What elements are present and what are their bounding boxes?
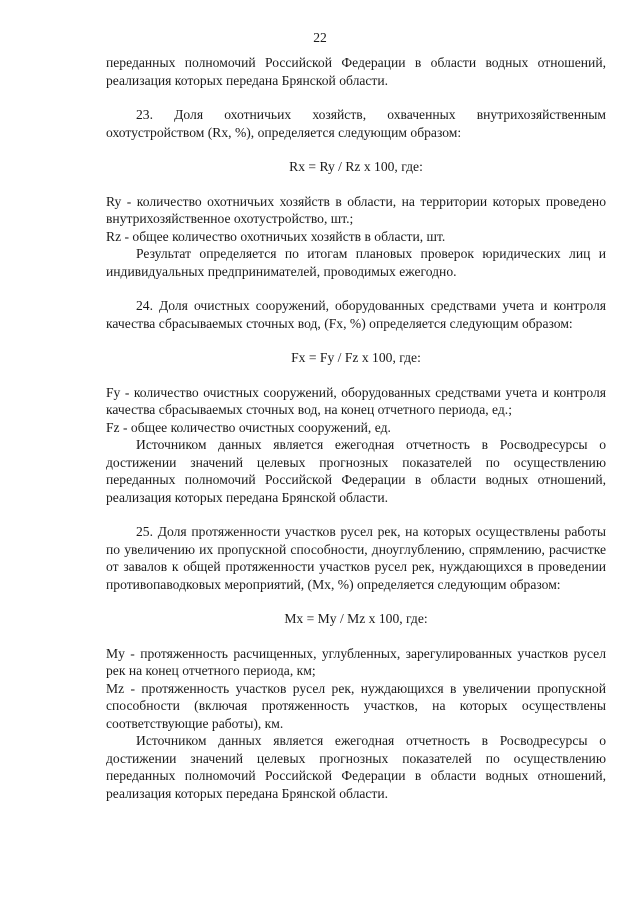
item-25-source: Источником данных является ежегодная отчетность в Росводресурсы о достижении значений целевых прогнозных показателей по осуществлению переданных полномочий Российской Федерации в области водных отношений, реализация которых передана Брянской области. [106,733,606,801]
page-number: 22 [313,30,327,45]
formula-mx: Мх = Мy / Мz х 100, где: [284,611,428,626]
definition-my: Мy - протяженность расчищенных, углубленных, зарегулированных участков русел рек на конец отчетного периода, км; [106,645,606,678]
page-body [106,54,606,802]
definition-fz: Fz - общее количество очистных сооружений, ед. [106,419,391,435]
item-23-result: Результат определяется по итогам плановых проверок юридических лиц и индивидуальных предпринимателей, проводимых ежегодно. [106,246,606,279]
item-24-source: Источником данных является ежегодная отчетность в Росводресурсы о достижении значений целевых прогнозных показателей по осуществлению переданных полномочий Российской Федерации в области водных отношений, реализация которых передана Брянской области. [106,437,606,505]
item-25-intro: 25. Доля протяженности участков русел рек, на которых осуществлены работы по увеличению их пропускной способности, дноуглублению, спрямлению, расчистке от завалов к общей протяженности участков русел рек, нуждающихся в проведении противопаводковых мероприятий, (Мх, %) определяется следующим образом: [106,524,606,592]
formula-rx: Rх = Ry / Rz х 100, где: [289,159,423,174]
carryover-paragraph: переданных полномочий Российской Федерации в области водных отношений, реализация которых передана Брянской области. [106,55,606,88]
formula-fx: Fх = Fy / Fz х 100, где: [291,350,421,365]
definition-mz: Мz - протяженность участков русел рек, нуждающихся в увеличении пропускной способности (включая протяженность участков, на которых осуществлены соответствующие работы), км. [106,680,606,731]
item-24-intro: 24. Доля очистных сооружений, оборудованных средствами учета и контроля качества сбрасываемых сточных вод, (Fх, %) определяется следующим образом: [106,298,606,331]
definition-ry: Ry - количество охотничьих хозяйств в области, на территории которых проведено внутрихозяйственное охотустройство, шт.; [106,193,606,226]
item-23-intro: 23. Доля охотничьих хозяйств, охваченных внутрихозяйственным охотустройством (Rх, %), определяется следующим образом: [106,107,606,140]
definition-rz: Rz - общее количество охотничьих хозяйств в области, шт. [106,228,446,244]
definition-fy: Fy - количество очистных сооружений, оборудованных средствами учета и контроля качества сбрасываемых сточных вод, на конец отчетного периода, ед.; [106,384,606,417]
